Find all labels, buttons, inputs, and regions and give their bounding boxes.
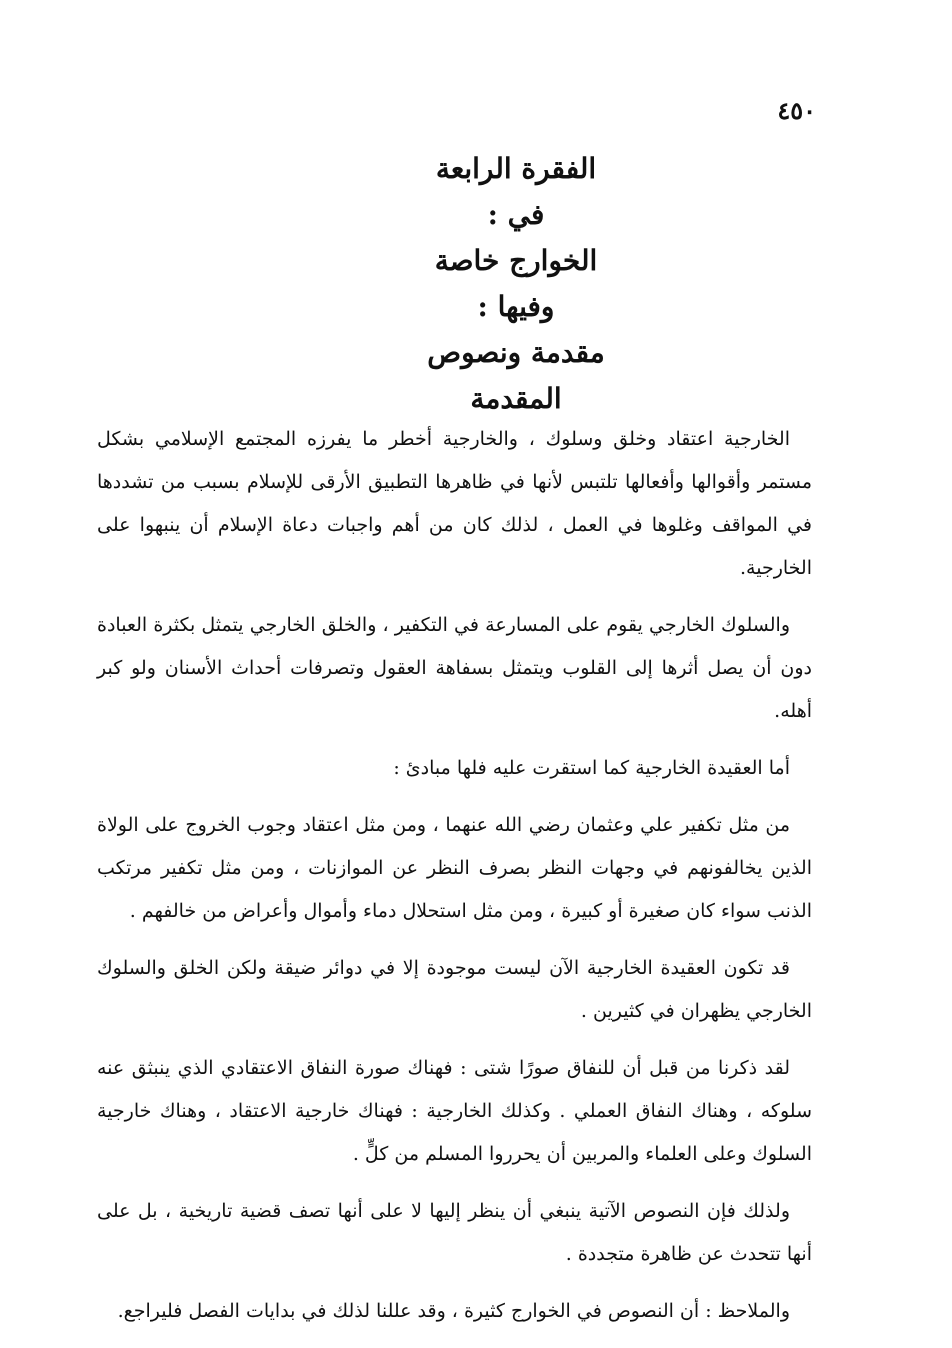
page-number: ٤٥٠ [777,96,816,125]
paragraph-4: من مثل تكفير علي وعثمان رضي الله عنهما ، ومن مثل اعتقاد وجوب الخروج على الولاة الذين يخالفونهم في وجهات النظر بصرف النظر عن الموازنات ، ومن مثل تكفير مرتكب الذنب سواء كان صغيرة أو كبيرة ، ومن مثل استحلال دماء وأموال وأعراض من خالفهم . [97,814,812,922]
heading-line-in: في : [487,198,545,231]
heading-line-contents: وفيها : [477,290,555,323]
body-text [97,418,812,1333]
heading-line-topic: الخوارج خاصة [434,244,598,277]
heading-line-subtitle: مقدمة ونصوص [427,336,605,369]
paragraph-3: أما العقيدة الخارجية كما استقرت عليه فلها مبادئ : [393,757,790,779]
paragraph-6: لقد ذكرنا من قبل أن للنفاق صورًا شتى : فهناك صورة النفاق الاعتقادي الذي ينبثق عنه سلوكه ، وهناك النفاق العملي . وكذلك الخارجية : فهناك خارجية الاعتقاد ، وهناك خارجية السلوك وعلى العلماء والمربين أن يحرروا المسلم من كلٍّ . [97,1057,812,1165]
heading-line-section: الفقرة الرابعة [435,152,597,185]
paragraph-7: ولذلك فإن النصوص الآتية ينبغي أن ينظر إليها لا على أنها تصف قضية تاريخية ، بل على أنها تتحدث عن ظاهرة متجددة . [97,1200,812,1265]
paragraph-8: والملاحظ : أن النصوص في الخوارج كثيرة ، وقد عللنا لذلك في بدايات الفصل فليراجع. [117,1300,790,1322]
paragraph-2: والسلوك الخارجي يقوم على المسارعة في التكفير ، والخلق الخارجي يتمثل بكثرة العبادة دون أن يصل أثرها إلى القلوب ويتمثل بسفاهة العقول وتصرفات أحداث الأسنان ولو كبر أهله. [97,614,812,722]
paragraph-1: الخارجية اعتقاد وخلق وسلوك ، والخارجية أخطر ما يفرزه المجتمع الإسلامي بشكل مستمر وأقوالها وأفعالها تلتبس لأنها في ظاهرها التطبيق الأرقى للإسلام بسبب من تشددها في المواقف وغلوها في العمل ، لذلك كان من أهم واجبات دعاة الإسلام أن ينبهوا على الخارجية. [97,428,812,579]
heading-line-introduction: المقدمة [470,382,562,415]
paragraph-5: قد تكون العقيدة الخارجية الآن ليست موجودة إلا في دوائر ضيقة ولكن الخلق والسلوك الخارجي يظهران في كثيرين . [97,957,812,1022]
section-heading [0,146,952,422]
